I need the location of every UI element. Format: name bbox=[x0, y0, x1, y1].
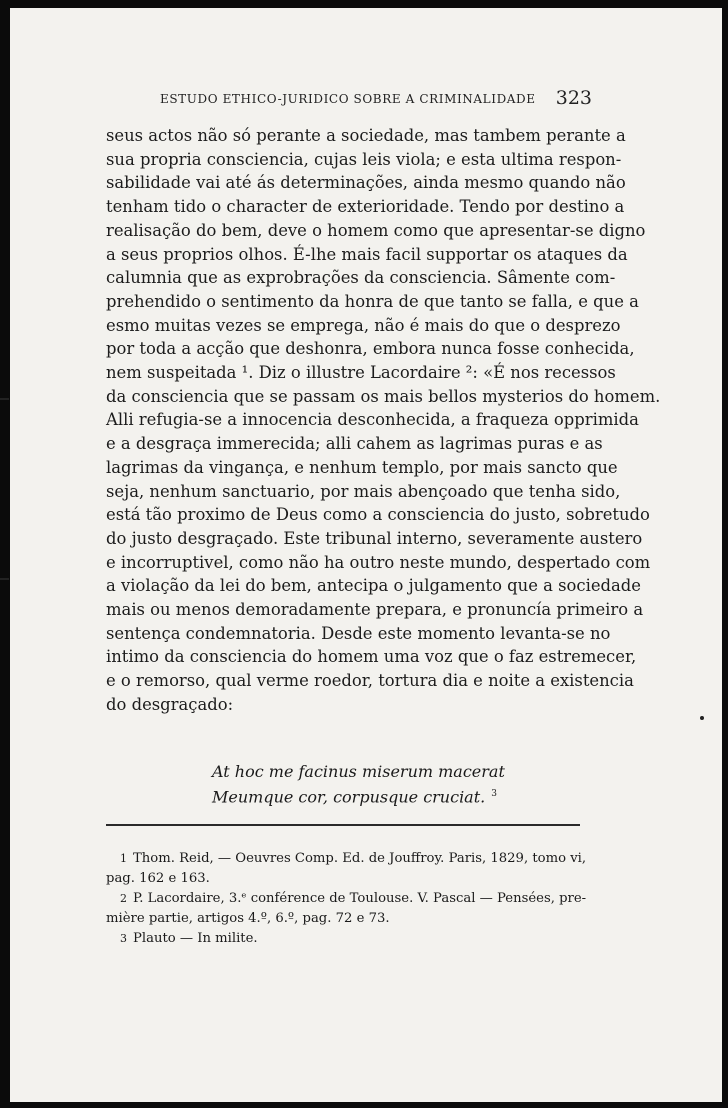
footnote-divider bbox=[106, 824, 580, 826]
text-line: sua propria consciencia, cujas leis viola; e esta ultima respon- bbox=[106, 149, 622, 169]
running-title: ESTUDO ETHICO-JURIDICO SOBRE A CRIMINALIDADE bbox=[160, 92, 536, 106]
text-line: intimo da consciencia do homem uma voz que o faz estremecer, bbox=[106, 647, 637, 667]
text-line: esmo muitas vezes se emprega, não é mais do que o desprezo bbox=[106, 315, 621, 335]
text-line: sabilidade vai até ás determinações, ainda mesmo quando não bbox=[106, 173, 626, 193]
footnote-text: Plauto — In milite. bbox=[133, 931, 258, 946]
text-line: e incorruptivel, como não ha outro neste mundo, despertado com bbox=[106, 552, 651, 572]
margin-dot-mark bbox=[700, 716, 704, 720]
text-line: prehendido o sentimento da honra de que tanto se falla, e que a bbox=[106, 291, 639, 311]
footnote-1-cont: pag. 162 e 163. bbox=[106, 871, 210, 886]
footnote-text: P. Lacordaire, 3.ᵉ conférence de Toulouse. V. Pascal — Pensées, pre- bbox=[133, 891, 587, 906]
text-line: sentença condemnatoria. Desde este momento levanta-se no bbox=[106, 623, 611, 643]
margin-tick-mark bbox=[0, 578, 9, 580]
footnote-1 bbox=[106, 849, 587, 869]
text-line: está tão proximo de Deus como a consciencia do justo, sobretudo bbox=[106, 505, 650, 525]
footnote-number: 2 bbox=[120, 892, 127, 905]
text-line: calumnia que as exprobrações da consciencia. Sâmente com- bbox=[106, 268, 616, 288]
text-line: a seus proprios olhos. É-lhe mais facil supportar os ataques da bbox=[106, 244, 628, 264]
running-header bbox=[160, 87, 592, 109]
verse-quotation bbox=[212, 760, 505, 808]
footnote-text: Thom. Reid, — Oeuvres Comp. Ed. de Jouffroy. Paris, 1829, tomo vi, bbox=[133, 851, 587, 866]
footnote-number: 3 bbox=[120, 932, 127, 945]
text-line: do justo desgraçado. Este tribunal interno, severamente austero bbox=[106, 528, 643, 548]
text-line: tenham tido o character de exterioridade. Tendo por destino a bbox=[106, 197, 625, 217]
verse-line-2-text: Meumque cor, corpusque cruciat. bbox=[212, 787, 486, 807]
text-line: a violação da lei do bem, antecipa o julgamento que a sociedade bbox=[106, 576, 641, 596]
text-line: Alli refugia-se a innocencia desconhecida, a fraqueza opprimida bbox=[106, 410, 639, 430]
footnote-number: 1 bbox=[120, 852, 127, 865]
text-line: por toda a acção que deshonra, embora nunca fosse conhecida, bbox=[106, 339, 635, 359]
page-number: 323 bbox=[555, 87, 592, 109]
footnote-3 bbox=[106, 929, 584, 949]
verse-line-1: At hoc me facinus miserum macerat bbox=[212, 762, 505, 781]
text-line: da consciencia que se passam os mais bellos mysterios do homem. bbox=[106, 386, 661, 406]
text-line: lagrimas da vingança, e nenhum templo, por mais sancto que bbox=[106, 457, 618, 477]
footnote-ref-3: 3 bbox=[491, 789, 497, 799]
footnote-2-cont: mière partie, artigos 4.º, 6.º, pag. 72 e 73. bbox=[106, 911, 390, 926]
text-line: nem suspeitada ¹. Diz o illustre Lacordaire ²: «É nos recessos bbox=[106, 363, 616, 383]
text-line: do desgraçado: bbox=[106, 694, 234, 714]
verse-line-2 bbox=[212, 783, 505, 808]
text-line: realisação do bem, deve o homem como que apresentar-se digno bbox=[106, 220, 646, 240]
body-paragraph bbox=[106, 124, 661, 717]
text-line: mais ou menos demoradamente prepara, e pronuncía primeiro a bbox=[106, 600, 644, 620]
footnote-2 bbox=[106, 889, 587, 909]
margin-tick-mark bbox=[0, 398, 9, 400]
text-line: seja, nenhum sanctuario, por mais abençoado que tenha sido, bbox=[106, 481, 621, 501]
footnotes bbox=[106, 849, 587, 949]
text-line: e o remorso, qual verme roedor, tortura dia e noite a existencia bbox=[106, 671, 634, 691]
text-line: seus actos não só perante a sociedade, mas tambem perante a bbox=[106, 126, 626, 145]
text-line: e a desgraça immerecida; alli cahem as lagrimas puras e as bbox=[106, 434, 603, 454]
